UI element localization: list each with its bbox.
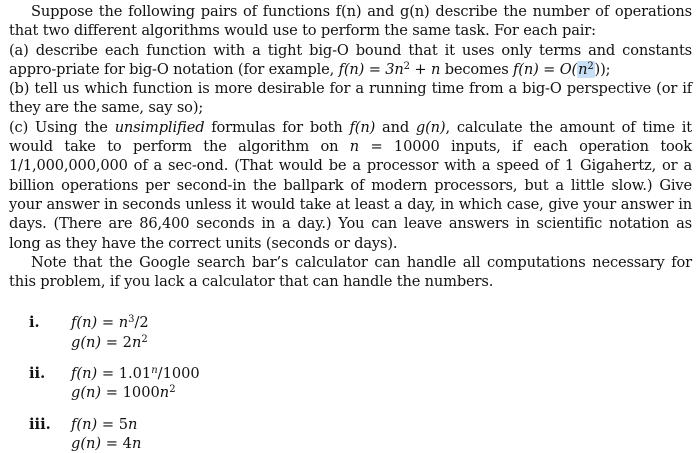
part-c-n: n <box>349 138 360 156</box>
equation-f: f(n) = 5n <box>71 415 138 433</box>
function-pairs-list <box>9 313 692 453</box>
item-equations <box>71 415 141 453</box>
problem-statement <box>9 2 692 291</box>
example-function: $f(n) = 3n^2 + n$ <box>338 60 441 78</box>
part-c-and: and <box>382 118 410 136</box>
item-equations <box>71 313 149 352</box>
example-becomes: becomes <box>440 60 514 78</box>
part-c-mid: formulas for both <box>211 118 343 136</box>
item-label: iii. <box>29 415 51 433</box>
part-c-emphasis: unsimplified <box>114 118 205 136</box>
item-equations <box>71 364 200 403</box>
part-a-text: (a) describe each function with a tight big-O bound that it uses only terms and constants appro-priate for big-O notation (for example, <box>9 41 692 78</box>
equation-g: g(n) = 4n <box>71 434 142 452</box>
equation-g: $g(n) = 2n^2$ <box>71 333 148 351</box>
example-result: $f(n) = O(n^2)$); <box>513 60 611 78</box>
equation-f: $f(n) = n^3/2$ <box>71 314 149 332</box>
selection-highlight[interactable]: $n^2$ <box>578 60 594 78</box>
list-item <box>9 364 692 403</box>
intro-paragraph <box>9 2 692 253</box>
equation-f: $f(n) = 1.01^n/1000$ <box>71 365 200 383</box>
equation-g: $g(n) = 1000n^2$ <box>71 384 176 402</box>
part-c-prefix: (c) Using the <box>9 118 108 136</box>
list-item <box>9 313 692 352</box>
part-c-g: g(n) <box>415 118 446 136</box>
part-b-text: (b) tell us which function is more desirable for a running time from a big-O perspective (or if they are the same, say so); <box>9 80 692 117</box>
item-label: i. <box>29 314 40 332</box>
item-label: ii. <box>29 365 46 383</box>
part-c-post: , calculate the amount of time it would take to perform the algorithm on <box>9 118 692 156</box>
note-paragraph: Note that the Google search bar’s calculator can handle all computations necessary for this problem, if you lack a calculator that can handle the numbers. <box>9 253 692 291</box>
intro-text: Suppose the following pairs of functions f(n) and g(n) describe the number of operations that two different algorithms would use to perform the same task. For each pair: <box>9 3 692 40</box>
list-item <box>9 415 692 453</box>
part-c-f: f(n) <box>349 118 376 136</box>
part-c-body: = 10000 inputs, if each operation took 1/1,000,000,000 of a sec-ond. (That would be a processor with a speed of 1 Gigahertz, or a billion operations per second-in the ballpark of modern processors, but a little slow.) Give your answer in seconds unless it would take at least a day, in which case, give your answer in days. (There are 86,400 seconds in a day.) You can leave answers in scientific notation as long as they have the correct units (seconds or days). <box>9 138 692 252</box>
